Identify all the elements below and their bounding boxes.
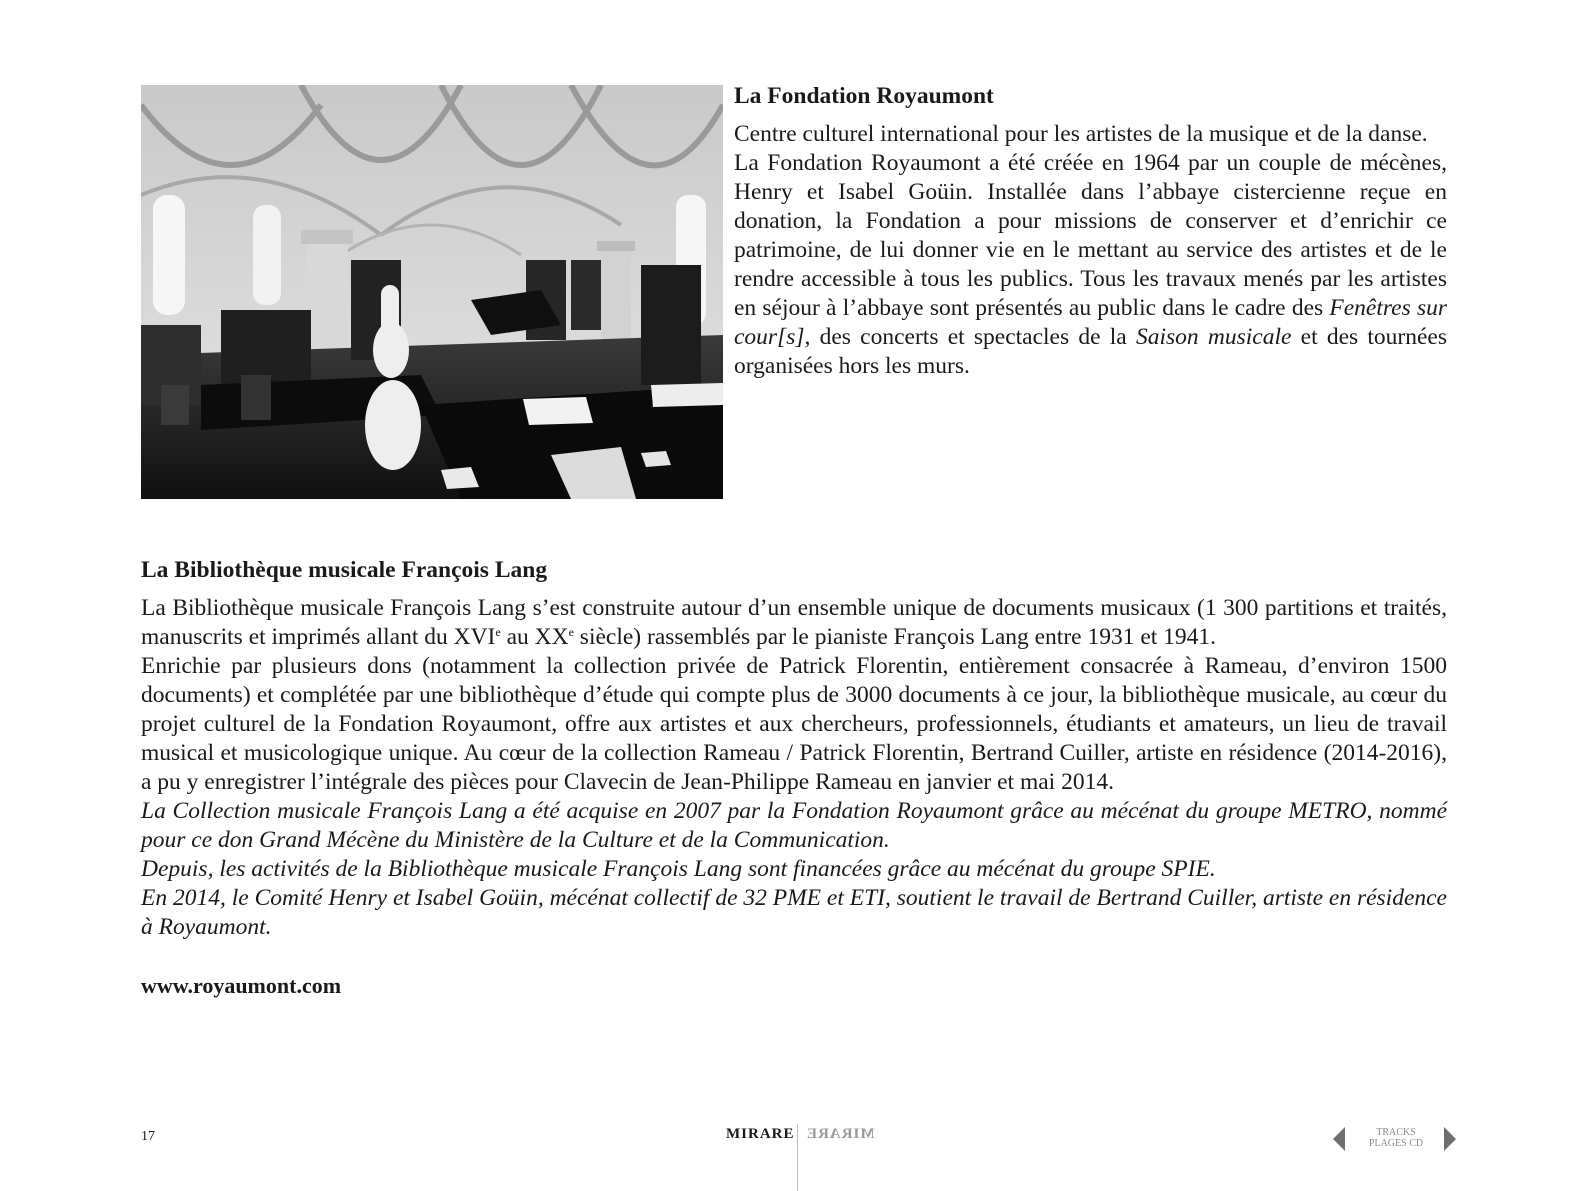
para-1-text-c: siècle) rassemblés par le pianiste François Lang entre 1931 et 1941. [573,624,1217,650]
triangle-right-icon[interactable] [1444,1127,1456,1151]
bibliotheque-para-2: Enrichie par plusieurs dons (notamment la collection privée de Patrick Florentin, entièrement consacrée à Rameau, d’environ 1500 documents) et complétée par une bibliothèque d’étude qui compte plus de 3000 documents à ce jour, la bibliothèque musicale, au cœur du projet culturel de la Fondation Royaumont, offre aux artistes et aux chercheurs, professionnels, étudiants et amateurs, un lieu de travail musical et musicologique unique. Au cœur de la collection Rameau / Patrick Florentin, Bertrand Cuiller, artiste en résidence (2014-2016), a pu y enregistrer l’intégrale des pièces pour Clavecin de Jean-Philippe Rameau en janvier et mai 2014. [141,653,1447,795]
fondation-body-text-3: et des tournées organisées hors les murs. [734,324,1448,379]
bibliotheque-para-4: Depuis, les activités de la Bibliothèque musicale François Lang sont financées grâce au mécénat du groupe SPIE. [141,856,1216,882]
fondation-section [734,80,1447,381]
fondation-body-text-1: La Fondation Royaumont a été créée en 1964 par un couple de mécènes, Henry et Isabel Goüin. Installée dans l’abbaye cistercienne reçue en donation, la Fondation a pour missions de conserver et d’enrichir ce patrimoine, de lui donner vie en le mettant au service des artistes et de le rendre accessible à tous les publics. Tous les travaux menés par les artistes en séjour à l’abbaye sont présentés au public dans le cadre des [734,150,1447,321]
superscript-e: e [495,625,501,639]
bibliotheque-para-1 [141,594,1447,652]
fondation-heading: La Fondation Royaumont [734,83,994,109]
bibliotheque-para-3: La Collection musicale François Lang a été acquise en 2007 par la Fondation Royaumont grâce au mécénat du groupe METRO, nommé pour ce don Grand Mécène du Ministère de la Culture et de la Communication. [141,798,1447,853]
fenetres-title: Fenêtres sur cour[s] [734,295,1447,350]
para-1-text-a: La Bibliothèque musicale François Lang s’est construite autour d’un ensemble unique de documents musicaux (1 300 partitions et traités, manuscrits et imprimés allant du XVI [141,595,1447,650]
saison-title: Saison musicale [1135,324,1292,350]
bibliotheque-section [141,554,1447,942]
page-number: 17 [141,1129,155,1144]
fondation-lead: Centre culturel international pour les artistes de la musique et de la danse. [734,121,1428,147]
para-1-text-b: au XX [500,624,569,650]
bibliotheque-para-5: En 2014, le Comité Henry et Isabel Goüin, mécénat collectif de 32 PME et ETI, soutient le travail de Bertrand Cuiller, artiste en résidence à Royaumont. [141,885,1447,940]
brand-divider [797,1124,798,1191]
bibliotheque-heading: La Bibliothèque musicale François Lang [141,557,548,583]
tracks-label: TRACKS [1376,1127,1416,1138]
superscript-e: e [568,625,574,639]
fondation-body-text-2: , des concerts et spectacles de la [804,324,1136,350]
website-link[interactable]: www.royaumont.com [141,973,342,998]
library-hall-photo [141,85,723,499]
plages-cd-label: PLAGES CD [1368,1138,1424,1149]
triangle-left-icon[interactable] [1333,1127,1345,1151]
tracks-button[interactable] [1356,1127,1436,1149]
fondation-body [734,149,1447,381]
brand-logo-mirrored: MIRARE [806,1126,875,1142]
brand-logo: MIRARE [726,1126,795,1142]
